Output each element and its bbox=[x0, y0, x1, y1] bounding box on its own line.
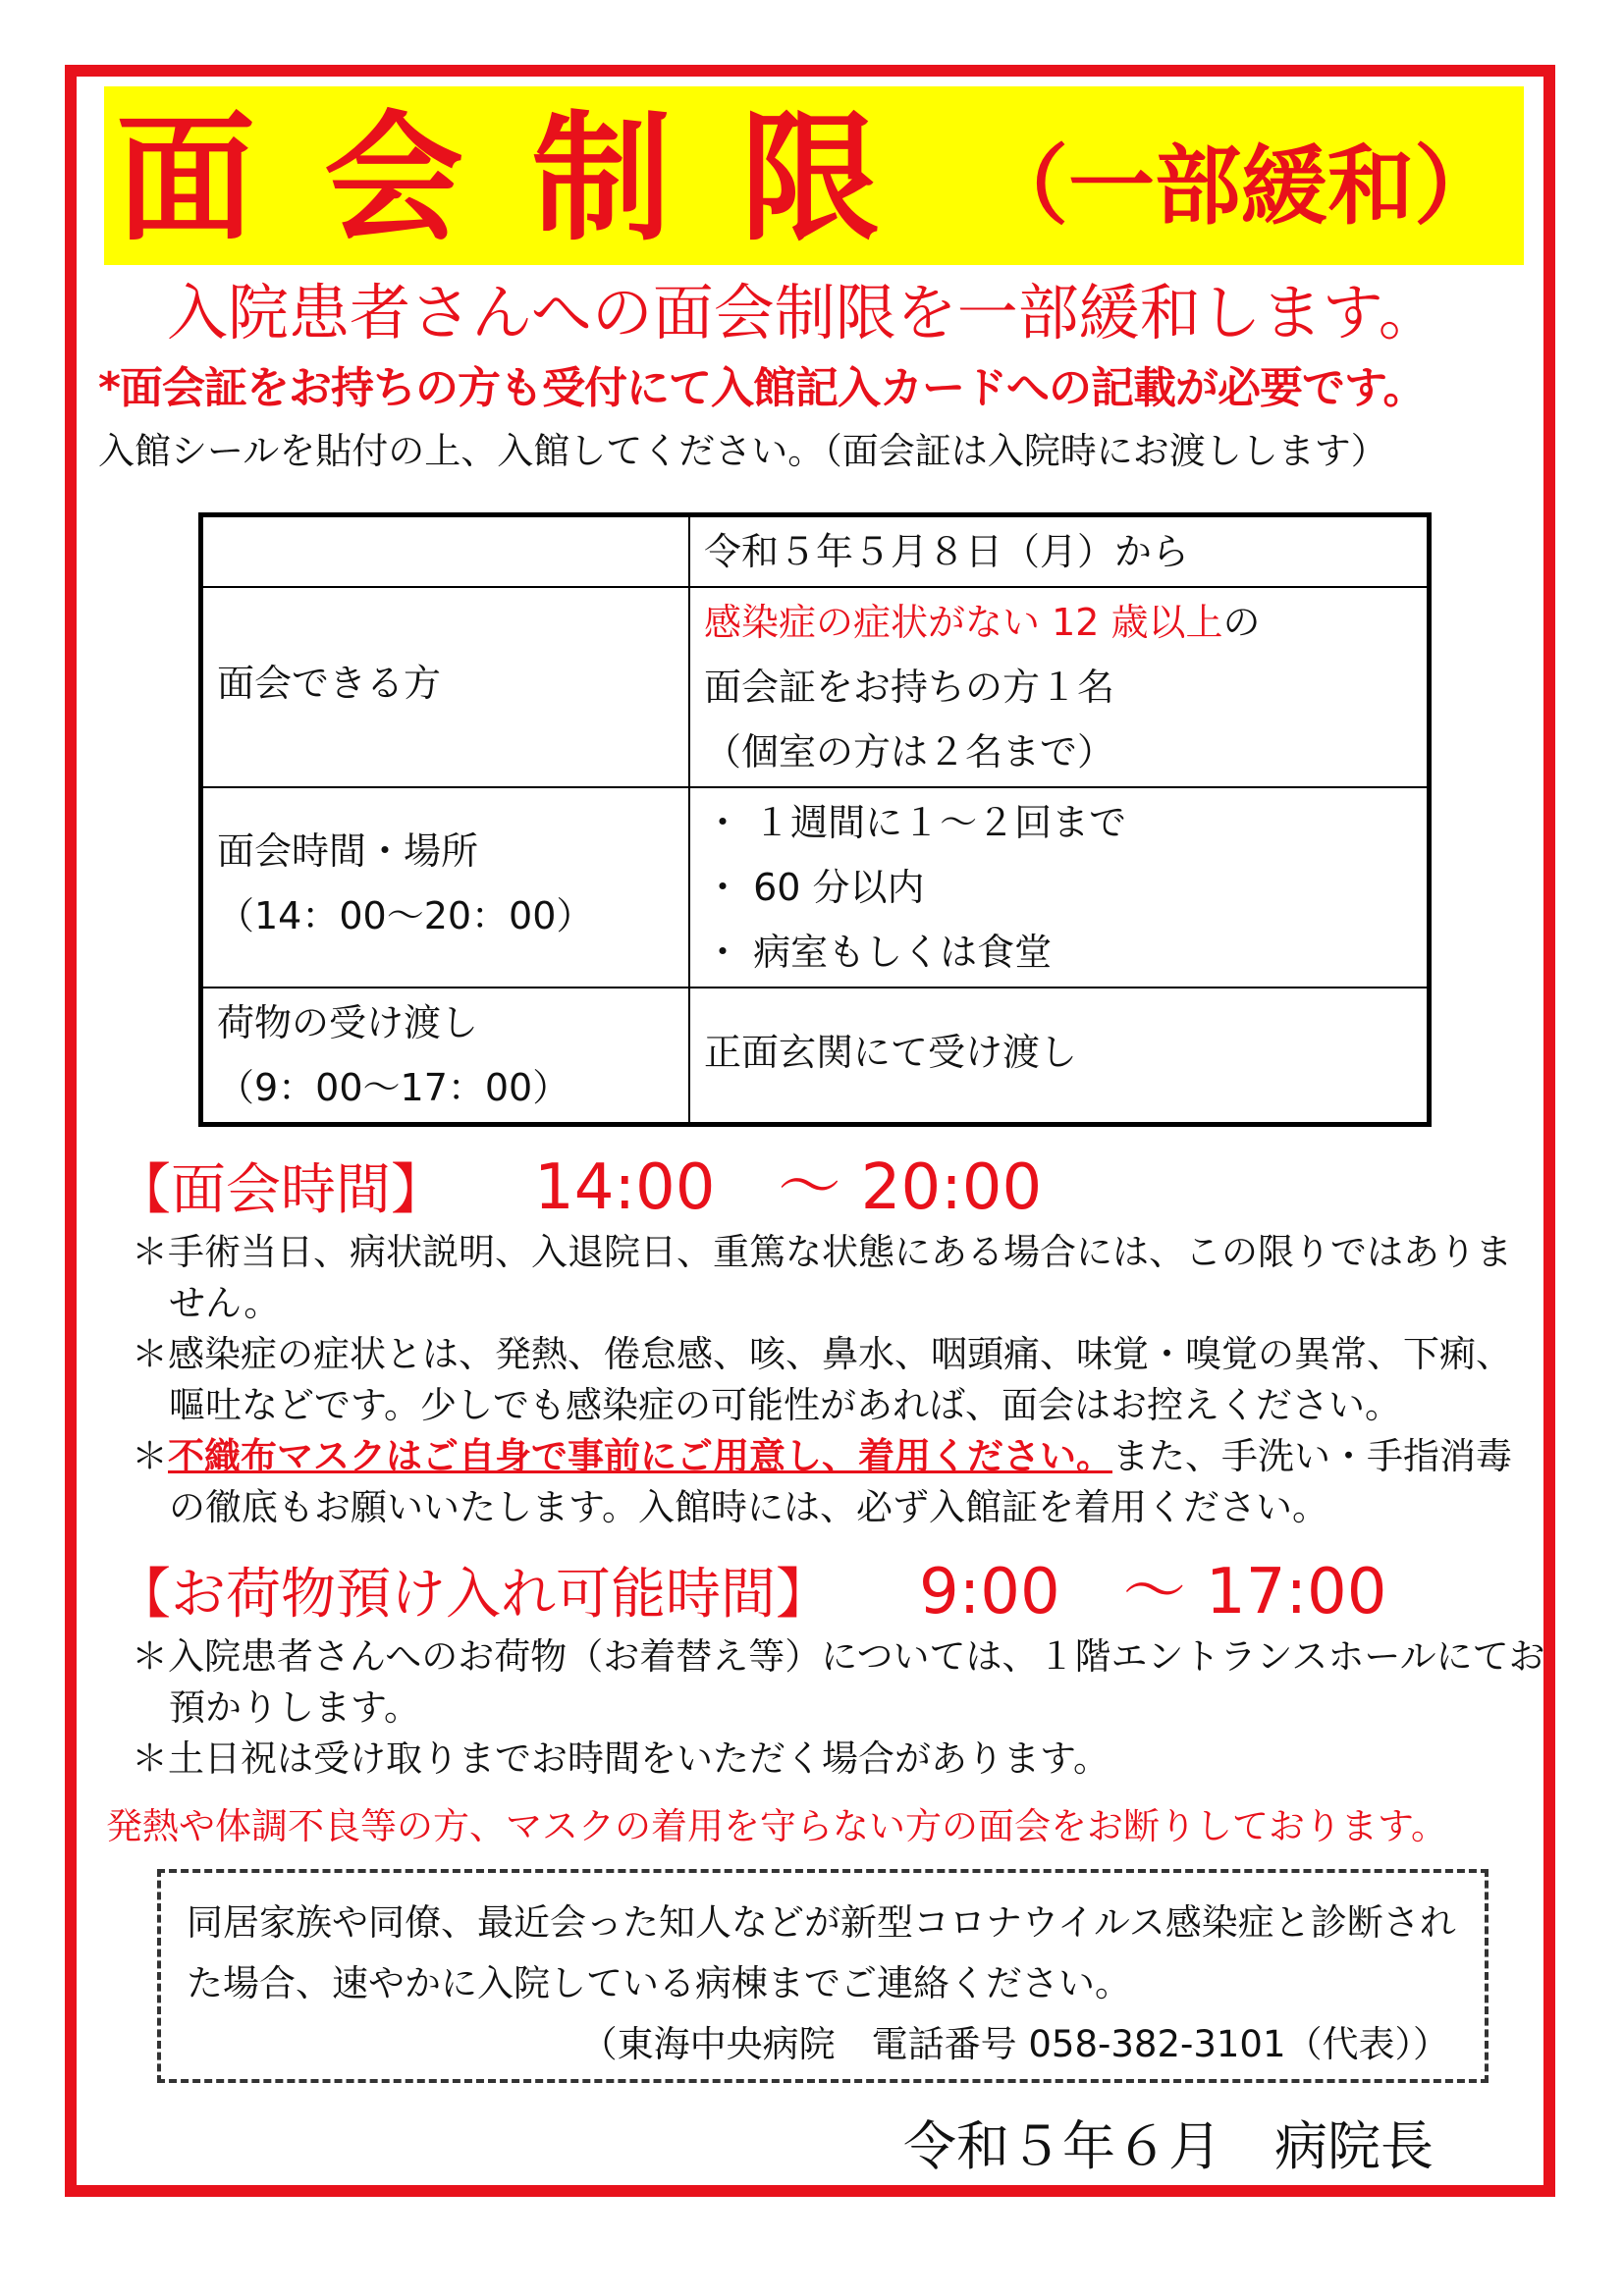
parcel-label: 荷物の受け渡し bbox=[217, 1001, 479, 1044]
instruction-text: 入館シールを貼付の上、入館してください。（面会証は入院時にお渡しします） bbox=[98, 430, 1387, 472]
contact-notice-box bbox=[157, 1869, 1489, 2083]
parcel-value: 正面玄関にて受け渡し bbox=[704, 1031, 1078, 1074]
notice-text: *面会証をお持ちの方も受付にて入館記入カードへの記載が必要です。 bbox=[98, 363, 1426, 413]
visitors-label: 面会できる方 bbox=[217, 662, 442, 705]
visitors-condition: 感染症の症状がない 12 歳以上 bbox=[704, 601, 1223, 644]
parcel-note-1: ＊入院患者さんへのお荷物（お着替え等）については、１階エントランスホールにてお預かりします。 bbox=[132, 1635, 1545, 1729]
table-row bbox=[201, 587, 1430, 787]
hours-item: ・ 60 分以内 bbox=[704, 866, 925, 909]
hours-label: 面会時間・場所 bbox=[217, 829, 479, 873]
visit-hours-heading: 【面会時間】 14:00 ～ 20:00 bbox=[116, 1151, 1043, 1224]
visit-hours-time: 14:00 ～ 20:00 bbox=[534, 1151, 1043, 1224]
table-row bbox=[201, 515, 1430, 588]
table-row bbox=[201, 988, 1430, 1125]
refusal-warning: 発熱や体調不良等の方、マスクの着用を守らない方の面会をお断りしております。 bbox=[106, 1805, 1448, 1847]
visit-info-table bbox=[198, 512, 1432, 1127]
page-subtitle: （一部緩和） bbox=[982, 135, 1501, 237]
effective-date: 令和５年５月８日（月）から bbox=[689, 515, 1430, 588]
parcel-hours-time: 9:00 ～ 17:00 bbox=[919, 1556, 1387, 1629]
parcel-label-time: （9：00～17：00） bbox=[217, 1066, 570, 1109]
parcel-note-2: ＊土日祝は受け取りまでお時間をいただく場合があります。 bbox=[132, 1737, 1110, 1780]
visit-note-2: ＊感染症の症状とは、発熱、倦怠感、咳、鼻水、咽頭痛、味覚・嗅覚の異常、下痢、嘔吐などです。少しでも感染症の可能性があれば、面会はお控えください。 bbox=[132, 1333, 1512, 1426]
header-left-cell bbox=[201, 515, 690, 588]
parcel-hours-heading: 【お荷物預け入れ可能時間】 9:00 ～ 17:00 bbox=[116, 1556, 1387, 1629]
hours-item: ・ 病室もしくは食堂 bbox=[704, 931, 1053, 974]
visitors-requirement: 面会証をお持ちの方１名 bbox=[704, 666, 1115, 709]
lead-text: 入院患者さんへの面会制限を一部緩和します。 bbox=[167, 277, 1439, 348]
parcel-notes bbox=[132, 1631, 1545, 1785]
visit-notes bbox=[132, 1227, 1545, 1533]
issuer-signature: 令和５年６月 病院長 bbox=[903, 2115, 1434, 2177]
page-title: 面会制限 bbox=[116, 98, 948, 260]
table-row bbox=[201, 787, 1430, 988]
mask-requirement: 不織布マスクはご自身で事前にご用意し、着用ください。 bbox=[168, 1435, 1112, 1477]
hospital-contact: （東海中央病院 電話番号 058-382-3101（代表）） bbox=[580, 2023, 1449, 2065]
visitors-condition-tail: の bbox=[1222, 601, 1261, 644]
visitors-limit: （個室の方は２名まで） bbox=[704, 730, 1115, 774]
hours-item: ・ １週間に１～２回まで bbox=[704, 801, 1127, 844]
hours-label-time: （14：00～20：00） bbox=[217, 894, 594, 937]
contact-notice-text: 同居家族や同僚、最近会った知人などが新型コロナウイルス感染症と診断された場合、速やかに入院している病棟までご連絡ください。 bbox=[187, 1901, 1456, 2004]
visit-note-1: ＊手術当日、病状説明、入退院日、重篤な状態にある場合には、この限りではありません。 bbox=[132, 1231, 1512, 1324]
visit-note-3: ＊不織布マスクはご自身で事前にご用意し、着用ください。また、手洗い・手指消毒の徹底もお願いいたします。入館時には、必ず入館証を着用ください。 bbox=[132, 1435, 1512, 1528]
